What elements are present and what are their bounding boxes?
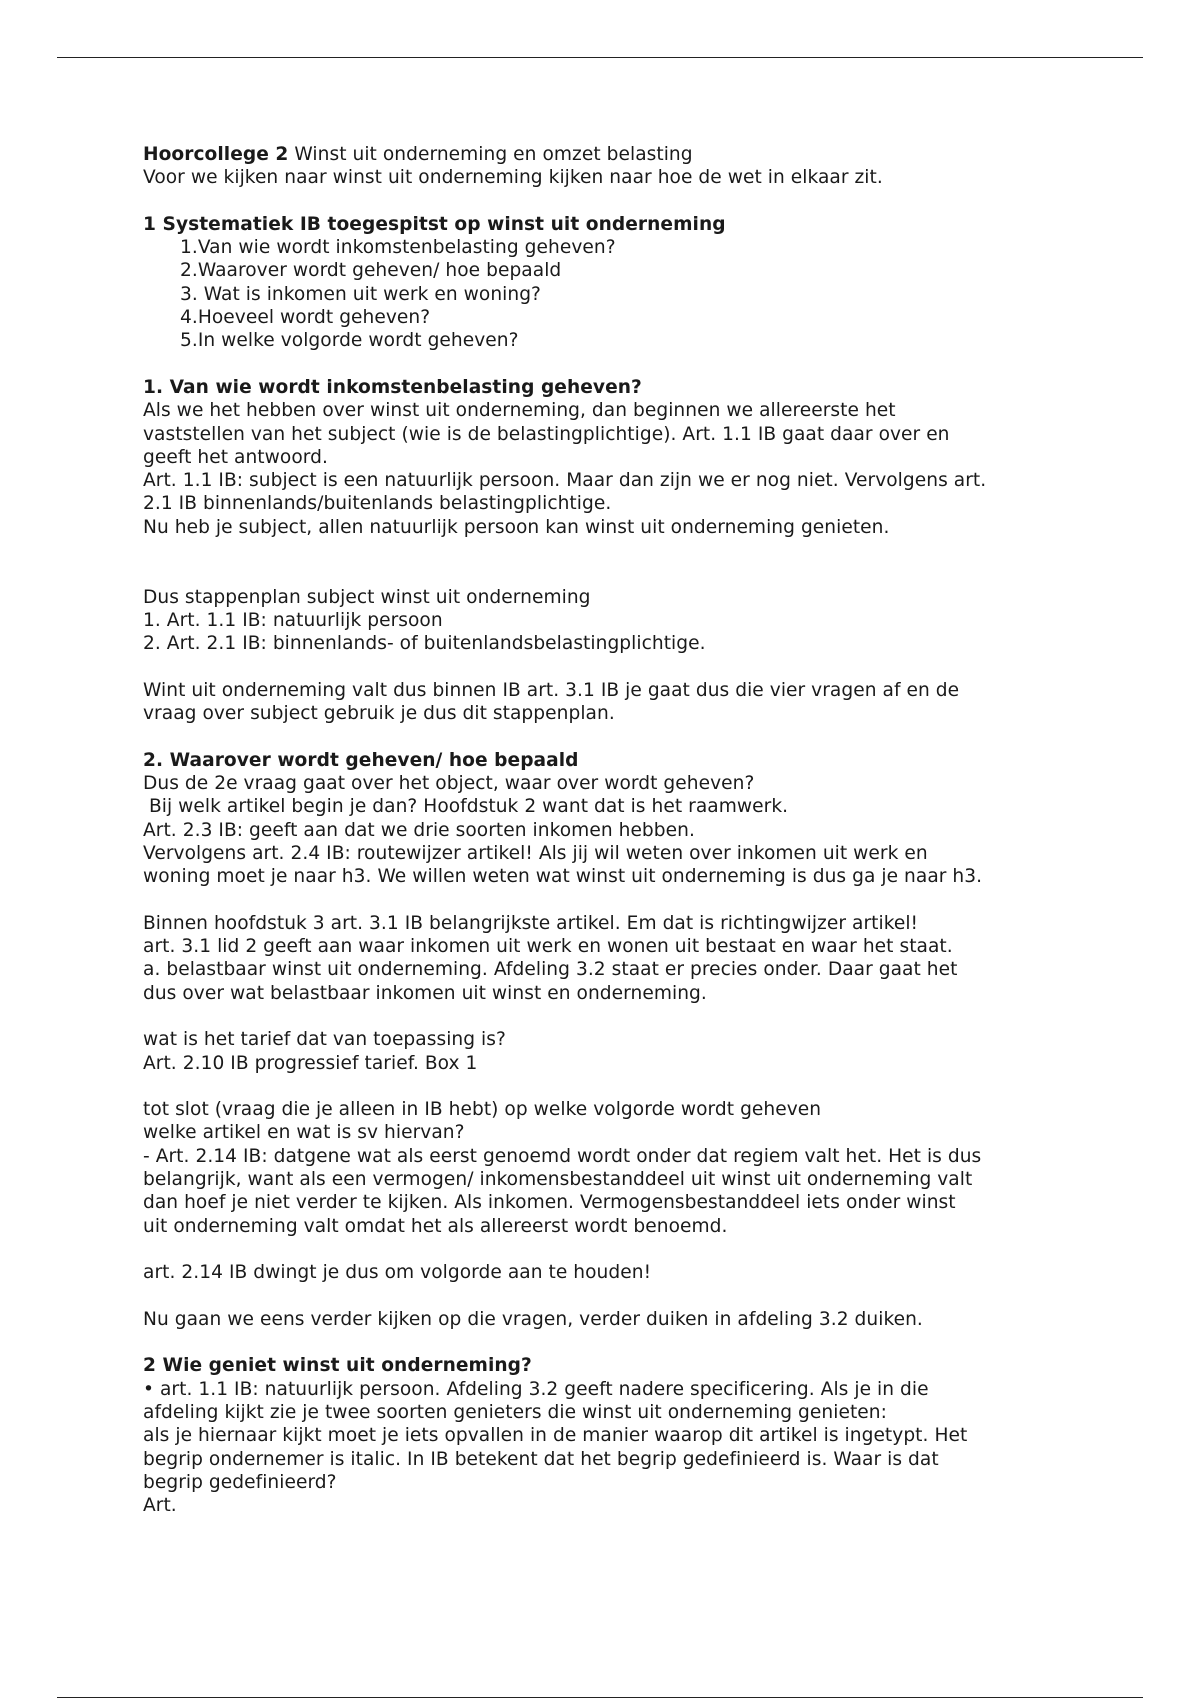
list-item: 4.Hoeveel wordt geheven? — [180, 307, 431, 329]
paragraph-line: dan hoef je niet verder te kijken. Als inkomen. Vermogensbestanddeel iets onder winst — [143, 1192, 956, 1214]
paragraph-line: belangrijk, want als een vermogen/ inkomensbestanddeel uit winst uit onderneming valt — [143, 1169, 973, 1191]
intro-line: Voor we kijken naar winst uit onderneming kijken naar hoe de wet in elkaar zit. — [143, 167, 883, 189]
paragraph-line: Art. — [143, 1495, 177, 1517]
question-list — [143, 236, 1083, 352]
paragraph-line: art. 3.1 lid 2 geeft aan waar inkomen uit werk en wonen uit bestaat en waar het staat. — [143, 936, 953, 958]
paragraph-line: Dus de 2e vraag gaat over het object, waar over wordt geheven? — [143, 773, 755, 795]
paragraph-line: Binnen hoofdstuk 3 art. 3.1 IB belangrijkste artikel. Em dat is richtingwijzer artikel! — [143, 912, 919, 934]
list-item: 5.In welke volgorde wordt geheven? — [180, 330, 519, 352]
paragraph-line: 1. Art. 1.1 IB: natuurlijk persoon — [143, 609, 443, 631]
list-item: 3. Wat is inkomen uit werk en woning? — [180, 283, 541, 305]
paragraph-line: tot slot (vraag die je alleen in IB hebt) op welke volgorde wordt geheven — [143, 1099, 822, 1121]
paragraph-line: 2.1 IB binnenlands/buitenlands belastingplichtige. — [143, 493, 612, 515]
paragraph-line: art. 2.14 IB dwingt je dus om volgorde aan te houden! — [143, 1262, 652, 1284]
document-title — [143, 143, 1083, 166]
paragraph-line: Art. 2.10 IB progressief tarief. Box 1 — [143, 1052, 478, 1074]
paragraph-line: Wint uit onderneming valt dus binnen IB art. 3.1 IB je gaat dus die vier vragen af en de — [143, 679, 960, 701]
paragraph-line: begrip gedefinieerd? — [143, 1471, 337, 1493]
list-item: 2.Waarover wordt geheven/ hoe bepaald — [180, 260, 562, 282]
list-item: 1.Van wie wordt inkomstenbelasting geheven? — [180, 237, 616, 259]
paragraph-line: Vervolgens art. 2.4 IB: routewijzer artikel! Als jij wil weten over inkomen uit werk en — [143, 842, 928, 864]
paragraph-line: Als we het hebben over winst uit onderneming, dan beginnen we allereerste het — [143, 400, 896, 422]
paragraph-line: • art. 1.1 IB: natuurlijk persoon. Afdeling 3.2 geeft nadere specificering. Als je in die — [143, 1378, 929, 1400]
paragraph-line: Bij welk artikel begin je dan? Hoofdstuk 2 want dat is het raamwerk. — [143, 796, 789, 818]
paragraph-line: 2. Art. 2.1 IB: binnenlands- of buitenlandsbelastingplichtige. — [143, 633, 706, 655]
paragraph-line: wat is het tarief dat van toepassing is? — [143, 1029, 506, 1051]
paragraph-line: vraag over subject gebruik je dus dit stappenplan. — [143, 703, 615, 725]
paragraph-line: Dus stappenplan subject winst uit onderneming — [143, 586, 591, 608]
paragraph-line: Art. 2.3 IB: geeft aan dat we drie soorten inkomen hebben. — [143, 819, 695, 841]
title-rest: Winst uit onderneming en omzet belasting — [288, 144, 693, 165]
paragraph-line: a. belastbaar winst uit onderneming. Afdeling 3.2 staat er precies onder. Daar gaat het — [143, 959, 958, 981]
paragraph-line: geeft het antwoord. — [143, 446, 328, 468]
section-heading-wie-geniet: 2 Wie geniet winst uit onderneming? — [143, 1355, 532, 1377]
paragraph-line: uit onderneming valt omdat het als allereerst wordt benoemd. — [143, 1215, 728, 1237]
paragraph-line: als je hiernaar kijkt moet je iets opvallen in de manier waarop dit artikel is ingetypt. Het — [143, 1425, 968, 1447]
paragraph-line: woning moet je naar h3. We willen weten wat winst uit onderneming is dus ga je naar h3. — [143, 866, 983, 888]
paragraph-line: begrip ondernemer is italic. In IB betekent dat het begrip gedefinieerd is. Waar is dat — [143, 1448, 939, 1470]
paragraph-line: Art. 1.1 IB: subject is een natuurlijk persoon. Maar dan zijn we er nog niet. Vervolgens art. — [143, 470, 987, 492]
paragraph-line: vaststellen van het subject (wie is de belastingplichtige). Art. 1.1 IB gaat daar over en — [143, 423, 950, 445]
section-heading-systematiek: 1 Systematiek IB toegespitst op winst uit onderneming — [143, 213, 726, 235]
paragraph-line: Nu heb je subject, allen natuurlijk persoon kan winst uit onderneming genieten. — [143, 516, 890, 538]
section-heading-waarover: 2. Waarover wordt geheven/ hoe bepaald — [143, 749, 579, 771]
top-rule — [57, 57, 1143, 58]
paragraph-line: - Art. 2.14 IB: datgene wat als eerst genoemd wordt onder dat regiem valt het. Het is dus — [143, 1145, 982, 1167]
paragraph-line: dus over wat belastbaar inkomen uit winst en onderneming. — [143, 982, 707, 1004]
section-heading-van-wie: 1. Van wie wordt inkomstenbelasting geheven? — [143, 376, 642, 398]
paragraph-line: afdeling kijkt zie je twee soorten genieters die winst uit onderneming genieten: — [143, 1402, 887, 1424]
title-bold: Hoorcollege 2 — [143, 144, 289, 165]
paragraph-line: welke artikel en wat is sv hiervan? — [143, 1122, 465, 1144]
document-body — [143, 143, 1083, 1518]
paragraph-line: Nu gaan we eens verder kijken op die vragen, verder duiken in afdeling 3.2 duiken. — [143, 1308, 923, 1330]
bottom-rule — [57, 1697, 1143, 1698]
